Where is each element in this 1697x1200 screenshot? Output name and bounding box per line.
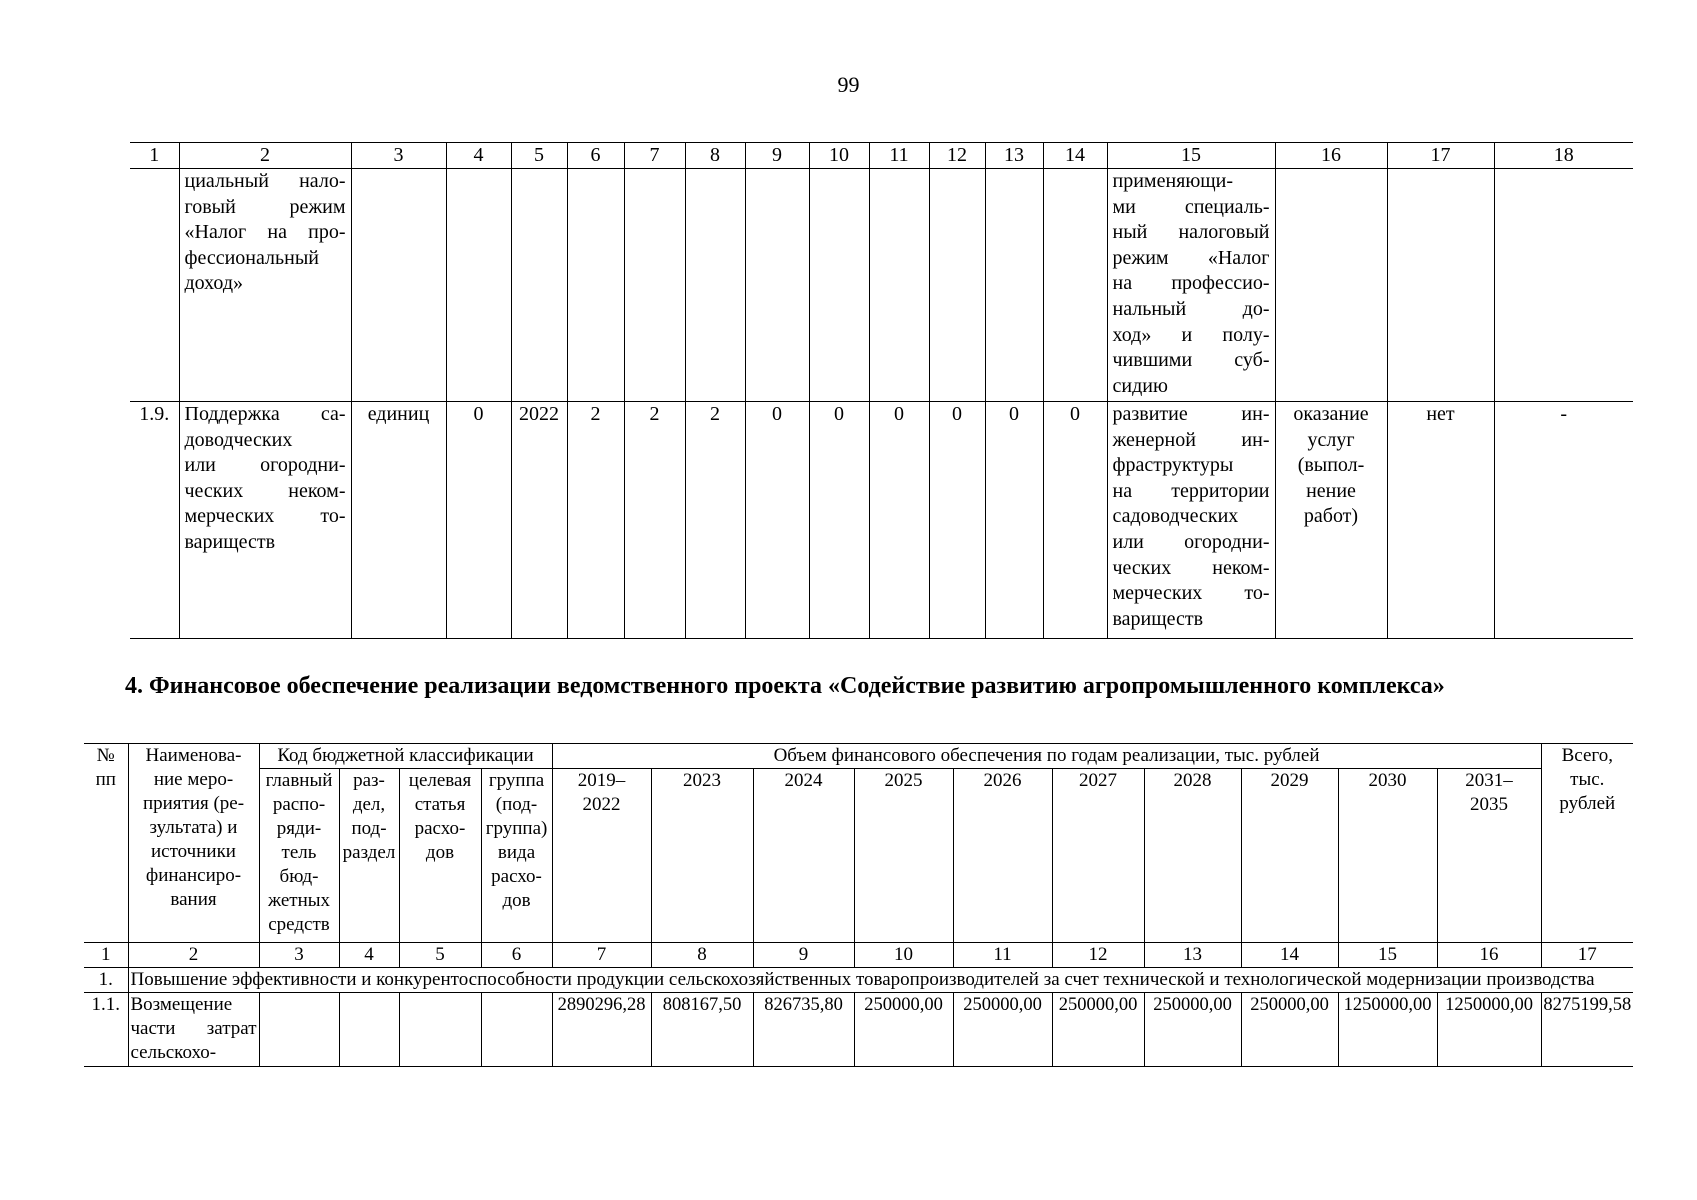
row-result-cell (1107, 402, 1275, 639)
header-year: 2024 (753, 769, 854, 943)
col-number: 5 (511, 143, 567, 169)
header-year: 2027 (1052, 769, 1144, 943)
col-number: 16 (1275, 143, 1387, 169)
header-total: Всего, тыс. рублей (1541, 744, 1633, 943)
name-line: части затрат (130, 1018, 257, 1039)
value-cell: 2 (567, 402, 624, 639)
col-number: 11 (953, 943, 1052, 968)
col-number: 17 (1541, 943, 1633, 968)
table-subheader-row (84, 769, 1633, 943)
type-line: (выпол- (1297, 454, 1365, 477)
value-cell: 2 (624, 402, 685, 639)
col-number: 18 (1494, 143, 1633, 169)
header-year: 2025 (854, 769, 953, 943)
col-number: 13 (1144, 943, 1241, 968)
name-line: Поддержка са- (184, 403, 346, 425)
result-line: фраструктуры (1112, 454, 1234, 477)
column-numbers-row (84, 943, 1633, 968)
col-number: 8 (651, 943, 753, 968)
header-kbk-section: раз- дел, под- раздел (339, 769, 399, 943)
row-result-cell (1107, 169, 1275, 402)
col-number: 12 (1052, 943, 1144, 968)
result-line: сидию (1112, 374, 1168, 397)
value-cell: 0 (1043, 402, 1107, 639)
value-cell: 0 (809, 402, 869, 639)
type-line: работ) (1303, 505, 1359, 528)
header-kbk-gr: главный распо- ряди- тель бюд- жетных средств (259, 769, 339, 943)
goal-text: Повышение эффективности и конкурентоспособности продукции сельскохозяйственных товаропроизводителей за счет технической и технологической модернизации производства (128, 968, 1633, 993)
header-num: № пп (84, 744, 128, 943)
table-row-1-1 (84, 993, 1633, 1067)
amount-cell: 250000,00 (854, 993, 953, 1067)
type-line: оказание (1293, 403, 1369, 425)
amount-cell: 2890296,28 (552, 993, 651, 1067)
header-year: 2028 (1144, 769, 1241, 943)
name-line: ческих неком- (184, 479, 346, 502)
name-line: Возмещение (130, 994, 233, 1015)
name-line: доход» (184, 272, 244, 295)
table-header-row (84, 744, 1633, 769)
header-year: 2031– 2035 (1437, 769, 1541, 943)
result-line: садоводческих (1112, 505, 1239, 528)
col-number: 7 (624, 143, 685, 169)
amount-cell: 250000,00 (1052, 993, 1144, 1067)
name-line: мерческих то- (184, 505, 346, 528)
col-number: 15 (1107, 143, 1275, 169)
name-line: вариществ (184, 530, 276, 553)
name-line: говый режим (184, 195, 346, 218)
header-kbk-group: группа (под- группа) вида расхо- дов (481, 769, 552, 943)
row-name-cell (128, 993, 259, 1067)
col-number: 3 (351, 143, 446, 169)
amount-cell: 808167,50 (651, 993, 753, 1067)
result-line: на территории (1112, 479, 1270, 502)
value-cell: 0 (869, 402, 929, 639)
col-number: 2 (179, 143, 351, 169)
col-number: 13 (985, 143, 1043, 169)
result-line: вариществ (1112, 607, 1204, 630)
financing-table (84, 743, 1633, 1067)
table-row-1 (84, 968, 1633, 993)
row-number: 1.9. (130, 402, 179, 639)
section-title: 4. Финансовое обеспечение реализации ведомственного проекта «Содействие развитию агропромышленного комплекса» (125, 673, 1445, 699)
col-number: 16 (1437, 943, 1541, 968)
header-year: 2030 (1338, 769, 1437, 943)
col-number: 12 (929, 143, 985, 169)
col-number: 8 (685, 143, 745, 169)
result-line: нальный до- (1112, 297, 1270, 320)
value-cell: 2 (685, 402, 745, 639)
amount-cell: 826735,80 (753, 993, 854, 1067)
result-line: женерной ин- (1112, 428, 1270, 451)
value-cell: 0 (446, 402, 511, 639)
row-name-cell (179, 169, 351, 402)
col-number: 6 (481, 943, 552, 968)
result-line: развитие ин- (1112, 403, 1270, 425)
name-line: фессиональный (184, 246, 319, 269)
result-line: мерческих то- (1112, 582, 1270, 605)
header-volume: Объем финансового обеспечения по годам реализации, тыс. рублей (552, 744, 1541, 769)
name-line: циальный нало- (184, 170, 346, 192)
result-line: на профессио- (1112, 272, 1270, 295)
header-kbk: Код бюджетной классификации (259, 744, 552, 769)
col-number: 1 (130, 143, 179, 169)
result-line: ческих неком- (1112, 556, 1270, 579)
row-name-cell (179, 402, 351, 639)
col-number: 17 (1387, 143, 1494, 169)
col-number: 1 (84, 943, 128, 968)
result-line: режим «Налог (1112, 246, 1270, 269)
name-line: или огородни- (184, 454, 346, 477)
col-number: 7 (552, 943, 651, 968)
name-line: «Налог на про- (184, 221, 346, 244)
result-line: или огородни- (1112, 530, 1270, 553)
col-number: 14 (1043, 143, 1107, 169)
header-name: Наименова- ние меро- приятия (ре- зультата) и источники финансиро- вания (128, 744, 259, 943)
type-cell (1275, 402, 1387, 639)
col-number: 9 (753, 943, 854, 968)
col-number: 3 (259, 943, 339, 968)
page-number: 99 (837, 72, 860, 97)
value-cell: 2022 (511, 402, 567, 639)
row-number: 1. (84, 968, 128, 993)
type-line: услуг (1307, 428, 1355, 451)
value-cell: 0 (985, 402, 1043, 639)
header-kbk-target: целевая статья расхо- дов (399, 769, 481, 943)
value-cell: 0 (745, 402, 809, 639)
col-number: 10 (854, 943, 953, 968)
amount-cell: 1250000,00 (1437, 993, 1541, 1067)
table-header-row (130, 143, 1633, 169)
value-cell: - (1494, 402, 1633, 639)
type-line: нение (1306, 479, 1356, 502)
amount-cell: 250000,00 (953, 993, 1052, 1067)
col-number: 6 (567, 143, 624, 169)
amount-cell: 250000,00 (1241, 993, 1338, 1067)
col-number: 4 (446, 143, 511, 169)
table-row-1-9 (130, 402, 1633, 639)
table-row-continuation (130, 169, 1633, 402)
unit-cell: единиц (351, 402, 446, 639)
result-line: чившими суб- (1112, 349, 1270, 372)
col-number: 15 (1338, 943, 1437, 968)
col-number: 9 (745, 143, 809, 169)
col-number: 10 (809, 143, 869, 169)
col-number: 11 (869, 143, 929, 169)
name-line: доводческих (184, 428, 293, 451)
header-year: 2023 (651, 769, 753, 943)
value-cell: нет (1387, 402, 1494, 639)
result-line: ми специаль- (1112, 195, 1270, 218)
amount-cell: 1250000,00 (1338, 993, 1437, 1067)
col-number: 5 (399, 943, 481, 968)
col-number: 4 (339, 943, 399, 968)
header-year: 2026 (953, 769, 1052, 943)
header-year: 2019– 2022 (552, 769, 651, 943)
row-number: 1.1. (84, 993, 128, 1067)
col-number: 14 (1241, 943, 1338, 968)
amount-cell: 250000,00 (1144, 993, 1241, 1067)
value-cell: 0 (929, 402, 985, 639)
result-line: ный налоговый (1112, 221, 1270, 244)
total-cell: 8275199,58 (1541, 993, 1633, 1067)
header-year: 2029 (1241, 769, 1338, 943)
col-number: 2 (128, 943, 259, 968)
result-line: ход» и полу- (1112, 323, 1270, 346)
indicators-table (130, 142, 1633, 639)
name-line: сельскохо- (130, 1042, 217, 1063)
result-line: применяющи- (1112, 170, 1234, 192)
